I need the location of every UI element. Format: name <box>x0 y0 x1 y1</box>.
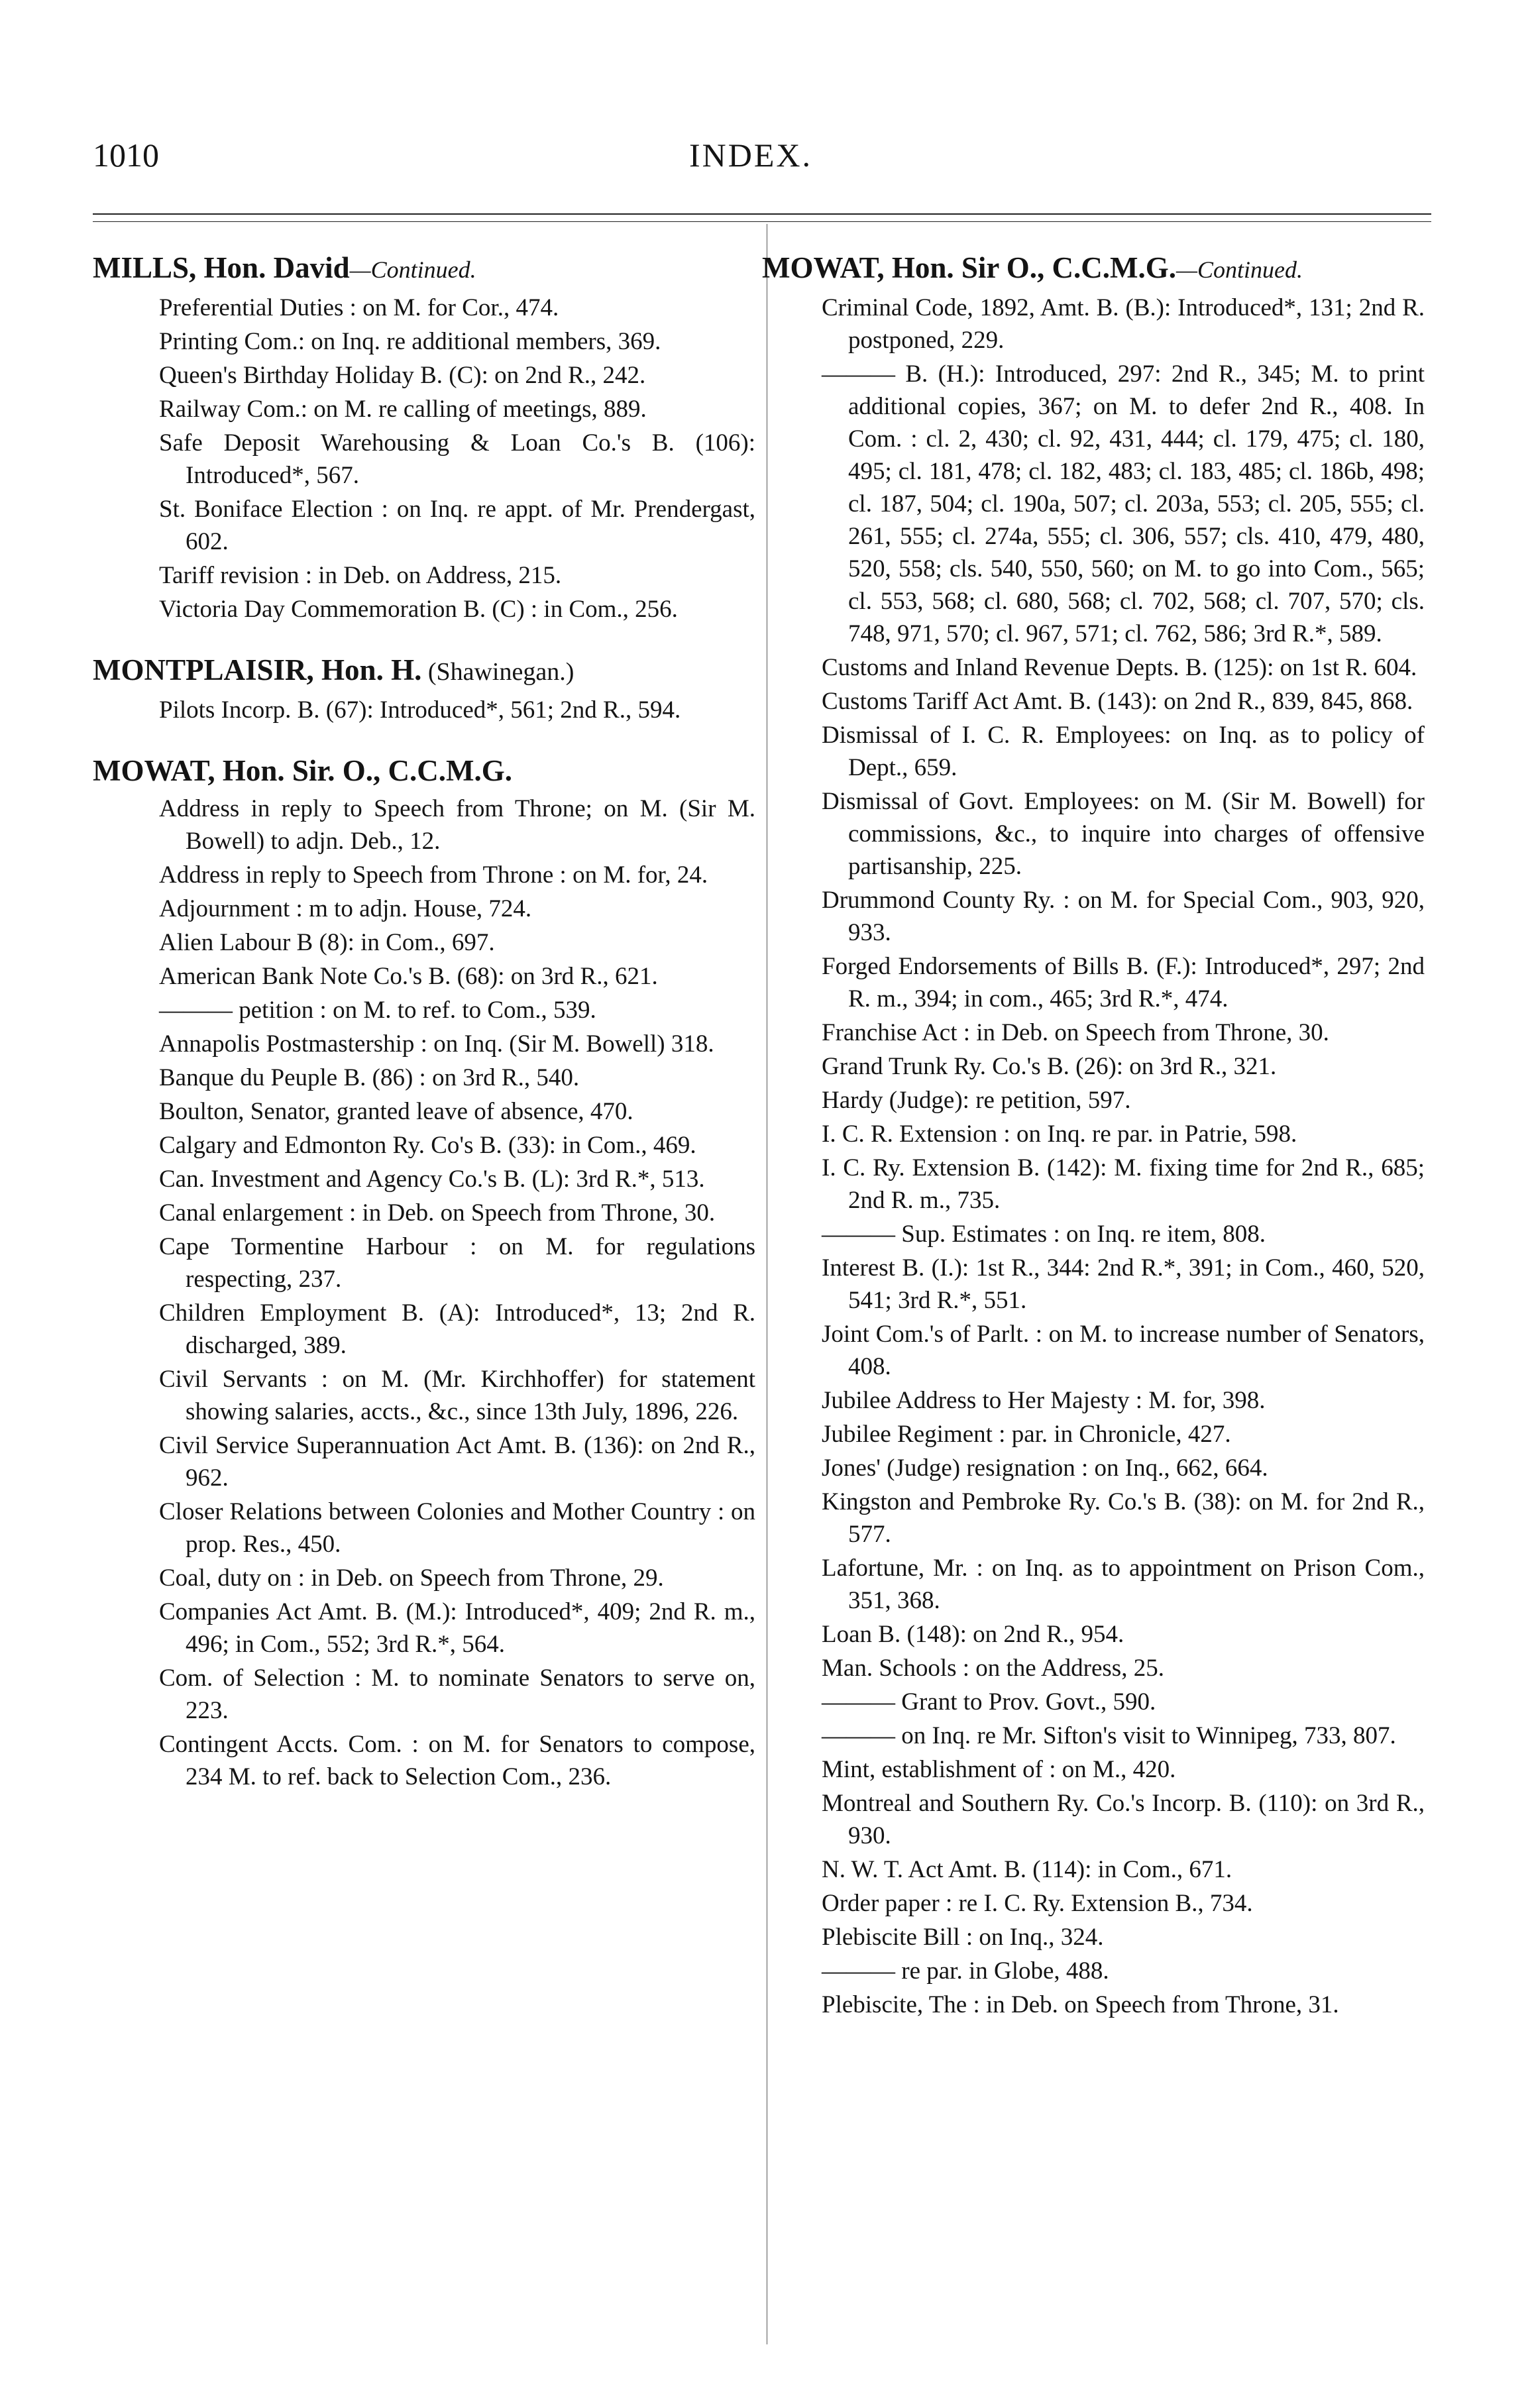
index-entry: Boulton, Senator, granted leave of absence, 470. <box>159 1098 633 1125</box>
index-entry: Victoria Day Commemoration B. (C) : in Com., 256. <box>159 596 678 623</box>
index-entry: Com. of Selection : M. to nominate Senators to serve on, 223. <box>159 1665 755 1724</box>
montplaisir-entries <box>93 694 755 726</box>
index-entry: Printing Com.: on Inq. re additional members, 369. <box>159 328 661 355</box>
index-entry: Lafortune, Mr. : on Inq. as to appointment on Prison Com., 351, 368. <box>822 1555 1425 1614</box>
montplaisir-heading <box>93 651 755 691</box>
index-entry: Plebiscite Bill : on Inq., 324. <box>822 1924 1104 1951</box>
index-entry: ——— re par. in Globe, 488. <box>822 1957 1109 1985</box>
index-entry: Dismissal of Govt. Employees: on M. (Sir M. Bowell) for commissions, &c., to inquire into charges of offensive partisanship, 225. <box>822 788 1425 880</box>
index-entry: Canal enlargement : in Deb. on Speech from Throne, 30. <box>159 1199 716 1227</box>
index-entry: Plebiscite, The : in Deb. on Speech from Throne, 31. <box>822 1991 1339 2018</box>
index-entry: Children Employment B. (A): Introduced*, 13; 2nd R. discharged, 389. <box>159 1299 755 1359</box>
index-entry: Alien Labour B (8): in Com., 697. <box>159 929 495 956</box>
index-entry: Civil Servants : on M. (Mr. Kirchhoffer) for statement showing salaries, accts., &c., since 13th July, 1896, 226. <box>159 1366 755 1425</box>
index-entry: I. C. R. Extension : on Inq. re par. in Patrie, 598. <box>822 1121 1297 1148</box>
index-entry: Mint, establishment of : on M., 420. <box>822 1756 1176 1783</box>
index-entry: Coal, duty on : in Deb. on Speech from Throne, 29. <box>159 1564 664 1592</box>
index-entry: Banque du Peuple B. (86) : on 3rd R., 540. <box>159 1064 580 1091</box>
index-entry: Hardy (Judge): re petition, 597. <box>822 1087 1131 1114</box>
index-entry: Jones' (Judge) resignation : on Inq., 662, 664. <box>822 1454 1268 1482</box>
index-entry: Can. Investment and Agency Co.'s B. (L): 3rd R.*, 513. <box>159 1166 705 1193</box>
index-entry: Loan B. (148): on 2nd R., 954. <box>822 1621 1124 1648</box>
index-entry: ——— Grant to Prov. Govt., 590. <box>822 1688 1156 1716</box>
mills-heading-name: MILLS, Hon. David <box>93 251 350 284</box>
mills-heading-continued: —Continued. <box>349 256 476 283</box>
mowat-entries-right <box>762 292 1425 2021</box>
index-entry: Interest B. (I.): 1st R., 344: 2nd R.*, 391; in Com., 460, 520, 541; 3rd R.*, 551. <box>822 1254 1425 1314</box>
index-entry: Grand Trunk Ry. Co.'s B. (26): on 3rd R., 321. <box>822 1053 1277 1080</box>
index-entry: ——— B. (H.): Introduced, 297: 2nd R., 345; M. to print additional copies, 367; on M. to defer 2nd R., 408. In Com. : cl. 2, 430; cl. 92, 431, 444; cl. 179, 475; cl. 180, 495; cl. 181, 478; cl. 182, 483; cl. 183, 485; cl. 186b, 498; cl. 187, 504; cl. 190a, 507; cl. 203a, 553; cl. 205, 555; cl. 261, 555; cl. 274a, 555; cl. 306, 557; cls. 410, 479, 480, 520, 558; cls. 540, 550, 560; on M. to go into Com., 565; cl. 553, 568; cl. 680, 568; cl. 702, 568; cl. 707, 570; cls. 748, 971, 570; cl. 967, 571; cl. 762, 586; 3rd R.*, 589. <box>822 360 1425 647</box>
index-entry: Pilots Incorp. B. (67): Introduced*, 561; 2nd R., 594. <box>159 696 681 724</box>
index-entry: Jubilee Regiment : par. in Chronicle, 427. <box>822 1421 1231 1448</box>
index-entry: I. C. Ry. Extension B. (142): M. fixing time for 2nd R., 685; 2nd R. m., 735. <box>822 1154 1425 1214</box>
right-column <box>762 248 1425 2022</box>
montplaisir-constituency: (Shawinegan.) <box>421 658 574 686</box>
header-rule-top <box>93 213 1431 215</box>
left-column <box>93 248 755 1794</box>
index-entry: N. W. T. Act Amt. B. (114): in Com., 671. <box>822 1856 1232 1883</box>
mowat-heading: MOWAT, Hon. Sir. O., C.C.M.G. <box>93 754 512 787</box>
index-entry: Railway Com.: on M. re calling of meetings, 889. <box>159 396 647 423</box>
index-entry: ——— Sup. Estimates : on Inq. re item, 808. <box>822 1221 1266 1248</box>
index-entry: Tariff revision : in Deb. on Address, 215. <box>159 562 562 589</box>
index-entry: Franchise Act : in Deb. on Speech from Throne, 30. <box>822 1019 1329 1046</box>
index-entry: Contingent Accts. Com. : on M. for Senators to compose, 234 M. to ref. back to Selection Com., 236. <box>159 1731 755 1790</box>
page-number: 1010 <box>93 137 159 174</box>
index-entry: Address in reply to Speech from Throne : on M. for, 24. <box>159 861 708 889</box>
mills-heading <box>93 248 755 289</box>
index-entry: ——— petition : on M. to ref. to Com., 539. <box>159 997 596 1024</box>
index-entry: Companies Act Amt. B. (M.): Introduced*, 409; 2nd R. m., 496; in Com., 552; 3rd R.*, 564. <box>159 1598 755 1658</box>
index-entry: Dismissal of I. C. R. Employees: on Inq. as to policy of Dept., 659. <box>822 722 1425 781</box>
index-entry: Cape Tormentine Harbour : on M. for regulations respecting, 237. <box>159 1233 755 1293</box>
index-entry: Closer Relations between Colonies and Mother Country : on prop. Res., 450. <box>159 1498 755 1558</box>
mowat-continued-label: —Continued. <box>1176 256 1303 283</box>
index-entry: American Bank Note Co.'s B. (68): on 3rd R., 621. <box>159 963 658 990</box>
index-entry: Annapolis Postmastership : on Inq. (Sir M. Bowell) 318. <box>159 1030 714 1058</box>
index-entry: Criminal Code, 1892, Amt. B. (B.): Introduced*, 131; 2nd R. postponed, 229. <box>822 294 1425 354</box>
index-entry: Forged Endorsements of Bills B. (F.): Introduced*, 297; 2nd R. m., 394; in com., 465; 3rd R.*, 474. <box>822 953 1425 1012</box>
mowat-entries-left <box>93 793 755 1793</box>
index-entry: ——— on Inq. re Mr. Sifton's visit to Winnipeg, 733, 807. <box>822 1722 1396 1749</box>
index-entry: Order paper : re I. C. Ry. Extension B., 734. <box>822 1890 1253 1917</box>
index-entry: Customs Tariff Act Amt. B. (143): on 2nd R., 839, 845, 868. <box>822 688 1413 715</box>
index-entry: Customs and Inland Revenue Depts. B. (125): on 1st R. 604. <box>822 654 1417 681</box>
index-entry: Joint Com.'s of Parlt. : on M. to increase number of Senators, 408. <box>822 1321 1425 1380</box>
index-entry: Drummond County Ry. : on M. for Special Com., 903, 920, 933. <box>822 887 1425 946</box>
index-entry: Address in reply to Speech from Throne; on M. (Sir M. Bowell) to adjn. Deb., 12. <box>159 795 755 855</box>
header-rule-bottom <box>93 221 1431 222</box>
index-entry: Calgary and Edmonton Ry. Co's B. (33): in Com., 469. <box>159 1132 696 1159</box>
index-entry: Man. Schools : on the Address, 25. <box>822 1655 1164 1682</box>
index-entry: Adjournment : m to adjn. House, 724. <box>159 895 532 922</box>
index-entry: St. Boniface Election : on Inq. re appt. of Mr. Prendergast, 602. <box>159 496 755 555</box>
montplaisir-heading-name: MONTPLAISIR, Hon. H. <box>93 653 422 686</box>
index-entry: Queen's Birthday Holiday B. (C): on 2nd R., 242. <box>159 362 646 389</box>
page-title: INDEX. <box>689 137 813 174</box>
index-entry: Civil Service Superannuation Act Amt. B. (136): on 2nd R., 962. <box>159 1432 755 1492</box>
mowat-heading-continued <box>762 248 1425 289</box>
index-entry: Kingston and Pembroke Ry. Co.'s B. (38): on M. for 2nd R., 577. <box>822 1488 1425 1548</box>
index-entry: Safe Deposit Warehousing & Loan Co.'s B. (106): Introduced*, 567. <box>159 429 755 489</box>
index-entry: Montreal and Southern Ry. Co.'s Incorp. B. (110): on 3rd R., 930. <box>822 1790 1425 1849</box>
mills-entries <box>93 292 755 626</box>
index-entry: Jubilee Address to Her Majesty : M. for, 398. <box>822 1387 1266 1414</box>
mowat-continued-name: MOWAT, Hon. Sir O., C.C.M.G. <box>762 251 1177 284</box>
index-entry: Preferential Duties : on M. for Cor., 474. <box>159 294 559 321</box>
